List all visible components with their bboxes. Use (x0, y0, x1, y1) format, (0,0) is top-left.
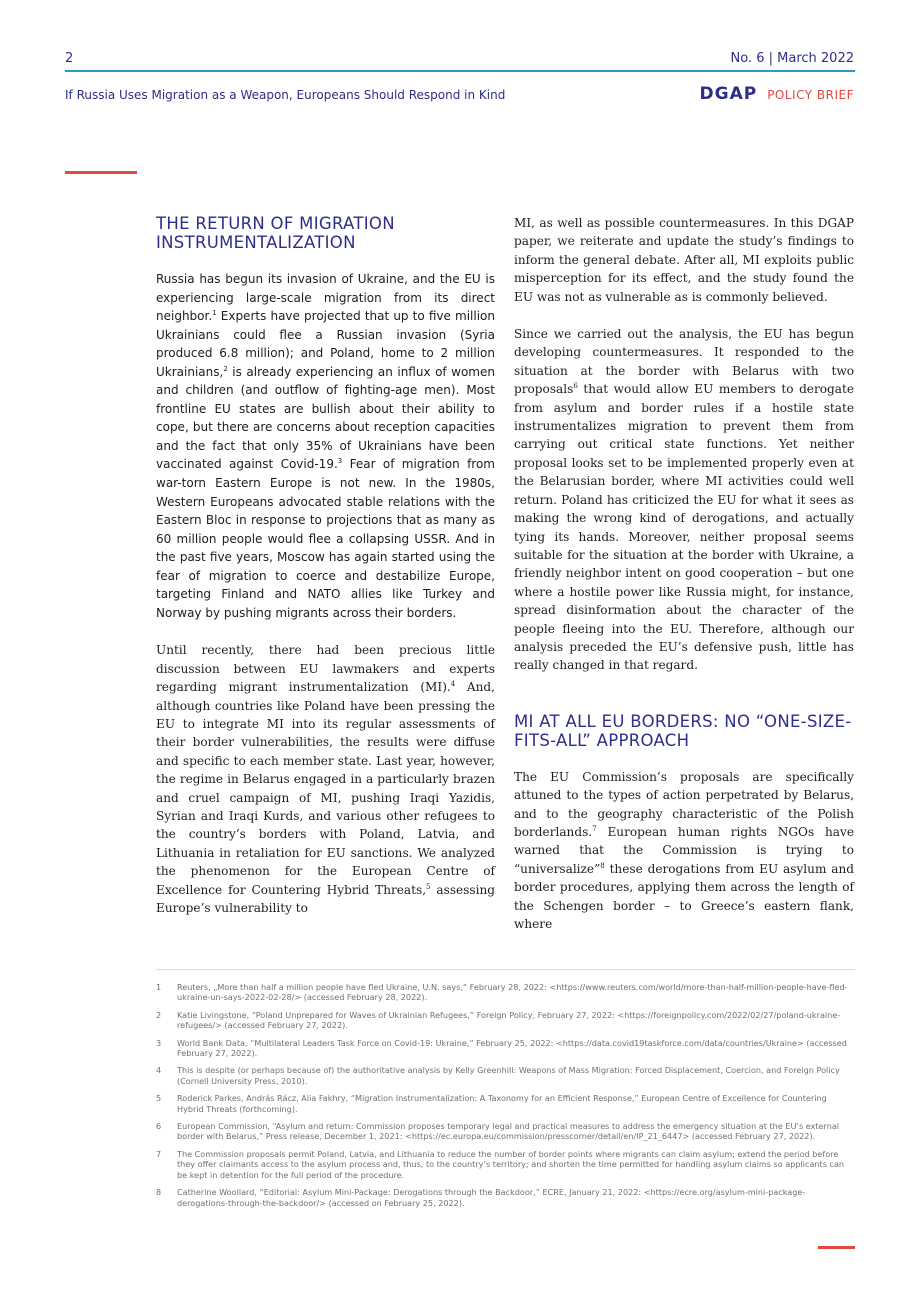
footnotes (156, 982, 855, 1215)
footnote (156, 1093, 855, 1114)
footnote-number: 5 (156, 1093, 162, 1104)
column-right (514, 214, 854, 933)
accent-bar-bottom (818, 1246, 855, 1249)
footnote (156, 1149, 855, 1180)
footnote-ref-2[interactable]: 2 (223, 364, 228, 373)
footnote-ref-5[interactable]: 5 (426, 882, 431, 891)
footnote-text: Katie Livingstone, “Poland Unprepared for Waves of Ukrainian Refugees,” Foreign Policy, February 27, 2022: <https://foreignpolicy.com/2022/02/27/poland-ukraine-refugees/> (accessed February 27, 2022). (177, 1009, 841, 1031)
para4-text-a: The EU Commission’s proposals are specifically attuned to the types of action perpetrated by Belarus, and to the geography characteristic of the Polish borderlands. (514, 769, 854, 839)
para2-text-b: And, although countries like Poland have been pressing the EU to integrate MI into its regular assessments of their border vulnerabilities, the results were diffuse and specific to each member state. Last year, however, the regime in Belarus engaged in a particularly brazen and cruel campaign of MI, pushing Iraqi Yazidis, Syrian and Iraqi Kurds, and various other refugees to the country’s borders with Poland, Latvia, and Lithuania in retaliation for EU sanctions. We analyzed the phenomenon for the European Centre of Excellence for Countering Hybrid Threats, (156, 680, 495, 897)
para3-text-b: that would allow EU members to derogate from asylum and border rules if a hostile state instrumentalizes migration to prevent them from carrying out critical state functions. Yet neither proposal looks set to be implemented properly even at the Belarusian border, where MI activities could well return. Poland has criticized the EU for what it sees as making the wrong kind of derogations, and actually tying its hands. Moreover, neither proposal seems suitable for the situation at the border with Ukraine, a friendly neighbor intent on good cooperation – but one where a hostile power like Russia might, for instance, spread disinformation about the character of the people fleeing into the EU. Therefore, although our analysis preceded the EU’s defensive push, little has really changed in that regard. (514, 382, 854, 673)
page-number: 2 (65, 51, 74, 66)
footnote (156, 1187, 855, 1208)
dgap-logo: DGAP (699, 84, 758, 104)
lead-paragraph (156, 270, 495, 622)
footnote-ref-7[interactable]: 7 (592, 824, 597, 833)
column-left (156, 214, 495, 917)
footnote-number: 3 (156, 1037, 162, 1048)
para3-text-a: Since we carried out the analysis, the EU has begun developing countermeasures. It responded to the situation at the border with Belarus with two proposals (514, 327, 854, 397)
para2-text-a: Until recently, there had been precious little discussion between EU lawmakers and experts regarding migrant instrumentalization (MI). (156, 643, 495, 695)
footnote-text: Catherine Woollard, “Editorial: Asylum Mini-Package: Derogations through the Backdoor,” ECRE, January 21, 2022: <https://ecre.org/asylum-mini-package-derogations-through-the-backdoor/> (accessed on February 25, 2022). (177, 1187, 806, 1208)
footnote-number: 2 (156, 1009, 162, 1020)
issue-label: No. 6 | March 2022 (730, 51, 854, 66)
footnote-number: 7 (156, 1148, 162, 1159)
lead-text-2: Experts have projected that up to five million Ukrainians could flee a Russian invasion (Syria produced 6.8 million); and Poland, home to 2 million Ukrainians, (156, 309, 495, 379)
footnote-ref-8[interactable]: 8 (600, 861, 605, 870)
lead-text-3: is already experiencing an influx of women and children (and outflow of fighting-age men). Most frontline EU states are bullish about their ability to cope, but there are concerns about reception capacities and the fact that only 35% of Ukrainians have been vaccinated against Covid-19. (156, 364, 495, 472)
footnote (156, 1038, 855, 1059)
section-heading-1: THE RETURN OF MIGRATION INSTRUMENTALIZATION (156, 214, 395, 252)
footnote-text: World Bank Data, “Multilateral Leaders Task Force on Covid-19: Ukraine,” February 25, 2022: <https://data.covid19taskforce.com/data/countries/Ukraine> (accessed February 27, 2022). (177, 1037, 847, 1059)
section-heading-2: MI AT ALL EU BORDERS: NO “ONE-SIZE-FITS-ALL” APPROACH (514, 711, 852, 750)
footnote (156, 982, 855, 1003)
footnote-text: The Commission proposals permit Poland, Latvia, and Lithuania to reduce the number of border points where migrants can claim asylum; extend the period before they offer claimants access to the asylum process and, thus, to the country’s territory; and shorten the time permitted for handling asylum claims so applicants can be kept in detention for the full period of the procedure. (177, 1148, 845, 1180)
running-title: If Russia Uses Migration as a Weapon, Europeans Should Respond in Kind (65, 88, 506, 102)
footnote-ref-4[interactable]: 4 (450, 680, 456, 689)
footnote-text: Reuters, „More than half a million people have fled Ukraine, U.N. says,“ February 28, 2022: <https://www.reuters.com/world/more-than-half-million-people-have-fled-ukraine-un-says-2022-02-28/> (accessed February 28, 2022). (177, 982, 848, 1003)
brand (700, 84, 855, 104)
para2-text-c-left: assessing Europe’s vulnerability to (156, 882, 496, 916)
footnote-ref-3[interactable]: 3 (337, 457, 343, 466)
body-paragraph-4 (514, 768, 854, 934)
policy-brief-label: POLICY BRIEF (767, 88, 854, 102)
footnote-number: 6 (156, 1121, 162, 1132)
footnote-ref-6[interactable]: 6 (573, 382, 578, 391)
footnote-number: 8 (156, 1187, 162, 1198)
lead-text-1: Russia has begun its invasion of Ukraine, and the EU is experiencing large-scale migration from its direct neighbor. (156, 272, 495, 324)
footnote-text: This is despite (or perhaps because of) the authoritative analysis by Kelly Greenhill: Weapons of Mass Migration: Forced Displacement, Coercion, and Foreign Policy (Cornell University Press, 2010). (177, 1065, 840, 1086)
body-paragraph-3 (514, 325, 854, 675)
accent-bar-top (65, 171, 137, 174)
footnote-number: 1 (156, 982, 162, 992)
footnote-text: Roderick Parkes, András Rácz, Alia Fakhry, “Migration Instrumentalization: A Taxonomy for an Efficient Response,” European Centre of Excellence for Countering Hybrid Threats (forthcoming). (177, 1093, 827, 1114)
footnote (156, 1065, 855, 1086)
para4-text-b: European human rights NGOs have warned that the Commission is trying to “universalize” (514, 824, 854, 876)
footnote-text: European Commission, “Asylum and return: Commission proposes temporary legal and practical measures to address the emergency situation at the EU’s external border with Belarus,” Press release, December 1, 2021: <https://ec.europa.eu/commission/presscorner/detail/en/IP_21_6447> (accessed February 27, 2022). (177, 1121, 840, 1142)
footnote-number: 4 (156, 1065, 162, 1076)
para4-text-c: these derogations from EU asylum and border procedures, applying them across the length of the Schengen border – to Greece’s eastern flank, where (514, 861, 854, 931)
body-paragraph-2-start (156, 641, 495, 917)
header-rule (65, 70, 855, 72)
footnote (156, 1121, 855, 1142)
footnote-rule (156, 969, 855, 970)
body-paragraph-2-end (514, 214, 854, 306)
para2-text-c-right: MI, as well as possible countermeasures. In this DGAP paper, we reiterate and update the study’s findings to inform the general debate. After all, MI exploits public misperception for its effect, and the study found the EU was not as vulnerable as is commonly believed. (514, 216, 854, 304)
footnote-ref-1[interactable]: 1 (212, 309, 217, 318)
footnote (156, 1010, 855, 1031)
lead-text-4: Fear of migration from war-torn Eastern Europe is not new. In the 1980s, Western Europeans advocated stable relations with the Eastern Bloc in response to projections that as many as 60 million people would flee a collapsing USSR. And in the past five years, Moscow has again started using the fear of migration to coerce and destabilize Europe, targeting Finland and NATO allies like Turkey and Norway by pushing migrants across their borders. (156, 457, 495, 620)
